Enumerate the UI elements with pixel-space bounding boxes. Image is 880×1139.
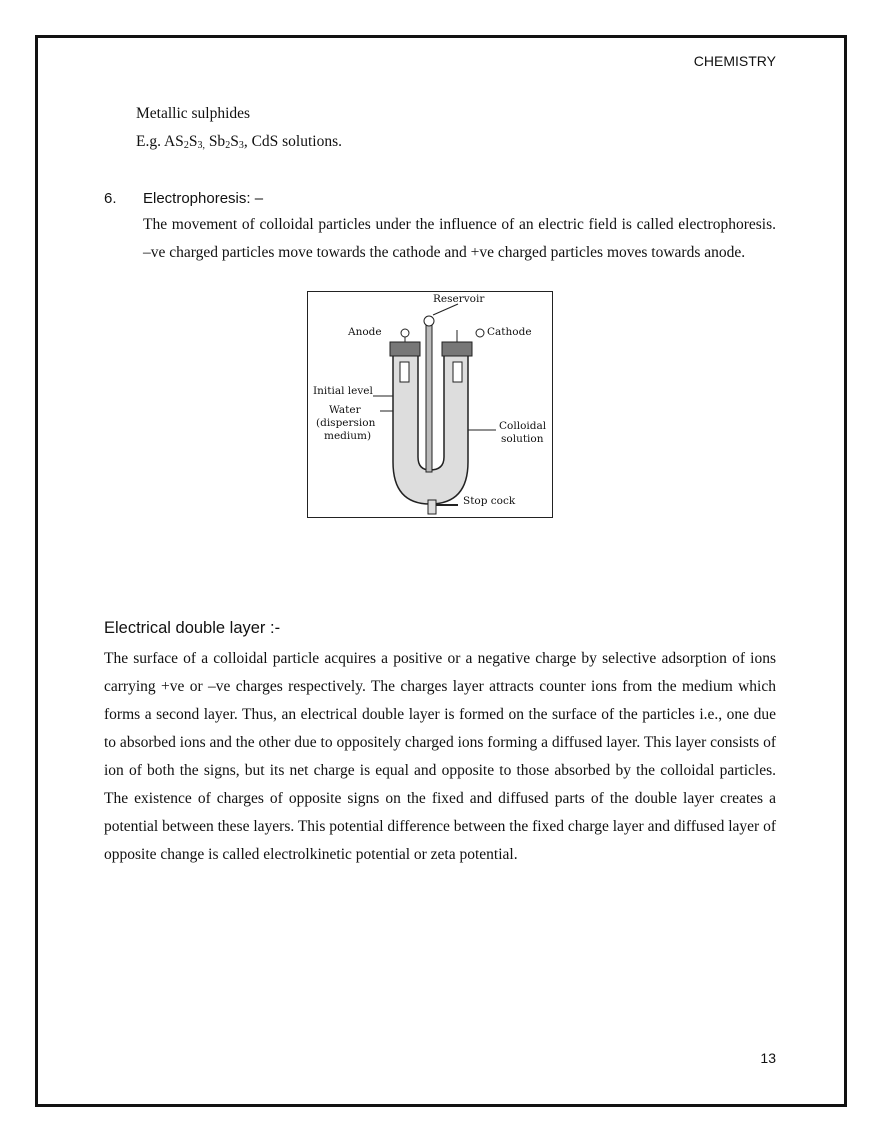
label-colloidal: Colloidal — [499, 420, 547, 432]
section-number: 6. — [104, 190, 117, 207]
running-header: CHEMISTRY — [693, 53, 776, 69]
double-layer-title: Electrical double layer :- — [104, 619, 281, 637]
intro-line: Metallic sulphides — [136, 105, 251, 122]
label-water: Water — [329, 404, 361, 416]
double-layer-body: The surface of a colloidal particle acquires a positive or a negative charge by selective adsorption of ions carrying +ve or –ve charges respectively. The charges layer attracts counter ions from the medium which forms a second layer. Thus, an electrical double layer is formed on the surface of the particles i.e., one due to absorbed ions and the other due to oppositely charged ions forming a diffused layer. This layer consists of ion of both the signs, but its net charge is equal and opposite to those absorbed by the colloidal particles. The existence of charges of opposite signs on the fixed and diffused parts of the double layer creates a potential between these layers. This potential difference between the fixed charge layer and diffused layer of opposite change is called electrolkinetic potential or zeta potential. — [104, 650, 776, 863]
label-reservoir: Reservoir — [433, 293, 485, 305]
label-solution: solution — [501, 433, 544, 445]
label-medium: medium) — [324, 430, 372, 442]
label-stop-cock: Stop cock — [463, 495, 516, 507]
label-anode: Anode — [348, 326, 382, 338]
section-body: The movement of colloidal particles under the influence of an electric field is called electrophoresis. –ve charged particles move towards the cathode and +ve charged particles moves towards anode. — [143, 216, 776, 261]
electrophoresis-diagram — [307, 291, 553, 518]
intro-example: E.g. $AS_2S_{3,}$ $Sb_2S_3$, CdS solutions. — [136, 133, 343, 151]
section-title: Electrophoresis: – — [143, 190, 264, 207]
label-dispersion: (dispersion — [316, 417, 376, 429]
page-number: 13 — [760, 1050, 776, 1066]
label-cathode: Cathode — [487, 326, 532, 338]
label-initial-level: Initial level — [313, 385, 373, 397]
